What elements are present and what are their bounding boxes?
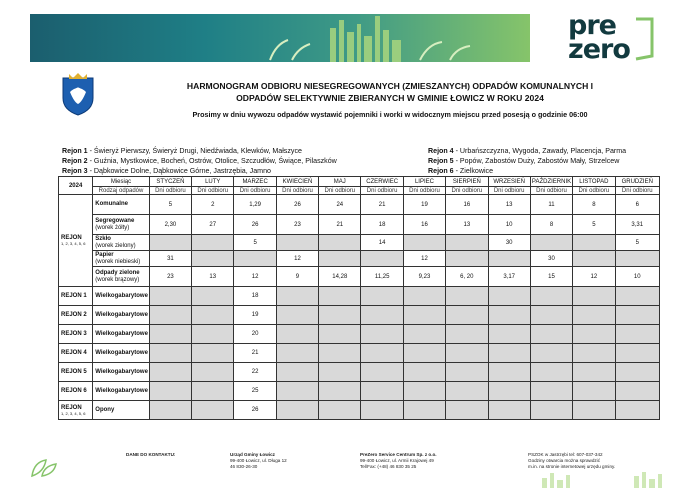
bulky-waste-row [59, 344, 660, 363]
empty-cell [403, 287, 445, 306]
empty-cell [488, 306, 530, 325]
waste-type-cell [93, 251, 149, 267]
title-line-1: HARMONOGRAM ODBIORU NIESEGREGOWANYCH (ZMIESZANYCH) ODPADÓW KOMUNALNYCH I [186, 81, 594, 91]
empty-cell [319, 401, 361, 420]
empty-cell [361, 287, 403, 306]
pickup-day-cell [530, 235, 572, 251]
waste-type-cell [93, 235, 149, 251]
pickup-day-cell: 10 [615, 267, 659, 287]
pickup-day-cell [446, 251, 488, 267]
pickup-day-cell [319, 251, 361, 267]
empty-cell [149, 344, 191, 363]
region-group-label: REJON [61, 404, 82, 411]
footer-pszok: PSZOK w Jastrzębi tel: 607-037-342 Godziny otwarcia można sprawdzić m.in. na stronie internetowej urzędu gminy. [528, 452, 616, 469]
pickup-day-cell: 23 [276, 215, 318, 235]
pickup-day-cell: 10 [488, 215, 530, 235]
pickup-day-cell [319, 235, 361, 251]
year-cell: 2024 [59, 177, 93, 195]
waste-type-bag: (worek brązowy) [95, 276, 140, 283]
day-label-cell: Dni odbioru [319, 187, 361, 195]
pickup-day-cell: 5 [149, 195, 191, 215]
waste-row [59, 195, 660, 215]
pickup-day-cell: 3,17 [488, 267, 530, 287]
waste-type-name: Segregowane [95, 217, 135, 224]
month-cell: WRZESIEŃ [488, 177, 530, 187]
empty-cell [615, 306, 659, 325]
empty-cell [615, 344, 659, 363]
empty-cell [149, 325, 191, 344]
empty-cell [615, 401, 659, 420]
empty-cell [192, 287, 234, 306]
waste-type-name: Szkło [95, 235, 111, 242]
empty-cell [192, 401, 234, 420]
logo-bracket-icon [632, 16, 656, 62]
pickup-day-cell [192, 235, 234, 251]
empty-cell [149, 401, 191, 420]
pickup-day-cell: 21 [319, 215, 361, 235]
title-line-2: ODPADÓW SELEKTYWNIE ZBIERANYCH W GMINIE ŁOWICZ W ROKU 2024 [236, 93, 544, 103]
empty-cell [446, 325, 488, 344]
region-cell: REJON 6 [59, 382, 93, 401]
empty-cell [446, 382, 488, 401]
month-header-cell: Miesiąc [93, 177, 149, 187]
empty-cell [361, 382, 403, 401]
pickup-day-cell [615, 251, 659, 267]
pickup-day-cell: 14 [361, 235, 403, 251]
pickup-day-cell: 16 [446, 195, 488, 215]
pickup-day-cell: 19 [234, 306, 276, 325]
pickup-day-cell [488, 251, 530, 267]
waste-row [59, 251, 660, 267]
pickup-day-cell: 15 [530, 267, 572, 287]
empty-cell [573, 287, 615, 306]
bulky-waste-row [59, 363, 660, 382]
bulky-waste-row [59, 325, 660, 344]
pickup-day-cell: 12 [234, 267, 276, 287]
empty-cell [530, 325, 572, 344]
month-cell: CZERWIEC [361, 177, 403, 187]
empty-cell [530, 401, 572, 420]
month-cell: MARZEC [234, 177, 276, 187]
empty-cell [192, 363, 234, 382]
empty-cell [276, 382, 318, 401]
region-item: Rejon 3 - Dąbkowice Dolne, Dąbkowice Górne, Jastrzębia, Jamno [62, 167, 271, 175]
pickup-day-cell: 30 [488, 235, 530, 251]
waste-type-cell: Wielkogabarytowe [93, 306, 149, 325]
region-item: Rejon 6 - Zielkowice [428, 167, 494, 175]
empty-cell [615, 382, 659, 401]
pickup-day-cell: 18 [234, 287, 276, 306]
empty-cell [403, 363, 445, 382]
leaf-icon [30, 456, 58, 478]
waste-type-bag: (worek zielony) [95, 242, 136, 249]
region-group-label: REJON [61, 235, 82, 241]
month-cell: KWIECIEŃ [276, 177, 318, 187]
empty-cell [446, 344, 488, 363]
logo-word-pre: pre [568, 10, 616, 41]
pickup-day-cell: 2,30 [149, 215, 191, 235]
region-cell: REJON 5 [59, 363, 93, 382]
pickup-day-cell: 31 [149, 251, 191, 267]
pickup-day-cell: 23 [149, 267, 191, 287]
empty-cell [446, 401, 488, 420]
empty-cell [276, 401, 318, 420]
pickup-day-cell: 3,31 [615, 215, 659, 235]
empty-cell [361, 363, 403, 382]
empty-cell [319, 344, 361, 363]
bulky-waste-row [59, 287, 660, 306]
empty-cell [403, 306, 445, 325]
day-label-cell: Dni odbioru [488, 187, 530, 195]
footer-contact-label: DANE DO KONTAKTU: [126, 452, 176, 457]
day-label-cell: Dni odbioru [276, 187, 318, 195]
pickup-day-cell: 21 [361, 195, 403, 215]
schedule-title [100, 80, 680, 104]
waste-type-bag: (worek niebieski) [95, 258, 141, 265]
region-item: Rejon 5 - Popów, Zabostów Duży, Zabostów Mały, Strzelcew [428, 157, 620, 165]
waste-type-name: Papier [95, 251, 114, 258]
pickup-day-cell: 20 [234, 325, 276, 344]
empty-cell [615, 325, 659, 344]
day-label-cell: Dni odbioru [530, 187, 572, 195]
empty-cell [403, 382, 445, 401]
region-item: Rejon 1 - Świeryż Pierwszy, Świeryż Drugi, Niedźwiada, Klewków, Małszyce [62, 147, 302, 155]
empty-cell [573, 325, 615, 344]
pickup-day-cell: 6 [615, 195, 659, 215]
pickup-day-cell: 26 [234, 215, 276, 235]
empty-cell [149, 287, 191, 306]
pickup-day-cell [361, 251, 403, 267]
day-label-cell: Dni odbioru [446, 187, 488, 195]
footer-office: Urząd Gminy Łowicz 99-400 Łowicz, ul. Długa 12 46 830-26-30 [230, 452, 287, 469]
empty-cell [530, 344, 572, 363]
region-item: Rejon 2 - Guźnia, Mystkowice, Bocheń, Ostrów, Otolice, Szczudłów, Świące, Pilaszków [62, 157, 337, 165]
empty-cell [319, 325, 361, 344]
pickup-day-cell: 2 [192, 195, 234, 215]
month-cell: STYCZEŃ [149, 177, 191, 187]
empty-cell [488, 287, 530, 306]
day-label-cell: Dni odbioru [149, 187, 191, 195]
waste-type-cell [93, 195, 149, 215]
empty-cell [149, 306, 191, 325]
month-cell: SIERPIEŃ [446, 177, 488, 187]
footer-company: PreZero Service Centrum Sp. z o.o. 99-400 Łowicz, ul. Armii Krajowej 49 Tel/Fax: (+48) 46 830 35 25 [360, 452, 437, 469]
empty-cell [488, 325, 530, 344]
empty-cell [149, 363, 191, 382]
month-cell: LISTOPAD [573, 177, 615, 187]
pickup-day-cell: 26 [234, 401, 276, 420]
region-cell: REJON 4 [59, 344, 93, 363]
empty-cell [192, 306, 234, 325]
month-cell: LUTY [192, 177, 234, 187]
empty-cell [488, 363, 530, 382]
empty-cell [192, 344, 234, 363]
pickup-day-cell: 13 [446, 215, 488, 235]
waste-type-cell [93, 215, 149, 235]
empty-cell [488, 344, 530, 363]
region-group-cell [59, 195, 93, 287]
schedule-table [58, 176, 660, 420]
waste-type-cell: Wielkogabarytowe [93, 287, 149, 306]
pickup-day-cell [276, 235, 318, 251]
waste-row [59, 235, 660, 251]
region-group-numbers: 1, 2, 3, 4, 5, 6 [61, 241, 86, 246]
region-cell: REJON 2 [59, 306, 93, 325]
waste-row [59, 215, 660, 235]
empty-cell [530, 363, 572, 382]
pickup-day-cell: 16 [403, 215, 445, 235]
pickup-day-cell: 5 [615, 235, 659, 251]
region-cell: REJON 3 [59, 325, 93, 344]
pickup-day-cell [192, 251, 234, 267]
empty-cell [192, 325, 234, 344]
empty-cell [615, 363, 659, 382]
pickup-day-cell: 24 [319, 195, 361, 215]
empty-cell [573, 344, 615, 363]
region-group-cell [59, 401, 93, 420]
pickup-day-cell [403, 235, 445, 251]
pickup-day-cell: 25 [234, 382, 276, 401]
empty-cell [319, 306, 361, 325]
empty-cell [319, 363, 361, 382]
empty-cell [446, 363, 488, 382]
empty-cell [276, 306, 318, 325]
pickup-day-cell [149, 235, 191, 251]
pickup-day-cell: 21 [234, 344, 276, 363]
empty-cell [361, 344, 403, 363]
waste-type-name: Komunalne [95, 201, 128, 207]
header-row-labels [59, 187, 660, 195]
month-cell: GRUDZIEŃ [615, 177, 659, 187]
month-cell: LIPIEC [403, 177, 445, 187]
empty-cell [530, 287, 572, 306]
day-label-cell: Dni odbioru [234, 187, 276, 195]
empty-cell [446, 287, 488, 306]
bulky-waste-row [59, 306, 660, 325]
city-skyline-graphic [30, 14, 530, 62]
prezero-logo [562, 12, 658, 66]
empty-cell [276, 287, 318, 306]
empty-cell [276, 363, 318, 382]
empty-cell [276, 325, 318, 344]
region-item: Rejon 4 - Urbańszczyzna, Wygoda, Zawady, Placencja, Parma [428, 147, 627, 155]
empty-cell [361, 401, 403, 420]
empty-cell [530, 306, 572, 325]
month-cell: MAJ [319, 177, 361, 187]
header-row-months [59, 177, 660, 187]
empty-cell [149, 382, 191, 401]
pickup-day-cell: 26 [276, 195, 318, 215]
day-label-cell: Dni odbioru [361, 187, 403, 195]
empty-cell [403, 401, 445, 420]
region-list-left [62, 146, 337, 176]
pickup-day-cell: 11,25 [361, 267, 403, 287]
waste-type-cell: Wielkogabarytowe [93, 325, 149, 344]
empty-cell [530, 382, 572, 401]
pickup-day-cell: 12 [276, 251, 318, 267]
empty-cell [361, 306, 403, 325]
pickup-day-cell: 27 [192, 215, 234, 235]
empty-cell [403, 325, 445, 344]
pickup-day-cell: 5 [234, 235, 276, 251]
empty-cell [192, 382, 234, 401]
footer-skyline-graphic [538, 470, 678, 488]
region-cell: REJON 1 [59, 287, 93, 306]
pickup-day-cell [446, 235, 488, 251]
coat-of-arms-icon [60, 70, 96, 116]
pickup-day-cell: 13 [488, 195, 530, 215]
region-group-numbers: 1, 2, 3, 4, 5, 6 [61, 410, 86, 416]
empty-cell [488, 401, 530, 420]
empty-cell [319, 382, 361, 401]
month-cell: PAŹDZIERNIK [531, 178, 572, 185]
waste-type-cell [93, 267, 149, 287]
bulky-waste-row [59, 382, 660, 401]
pickup-day-cell [573, 251, 615, 267]
waste-type-cell: Wielkogabarytowe [93, 363, 149, 382]
waste-type-cell: Wielkogabarytowe [93, 382, 149, 401]
empty-cell [615, 287, 659, 306]
pickup-day-cell: 8 [530, 215, 572, 235]
schedule-subtitle: Prosimy w dniu wywozu odpadów wystawić pojemniki i worki w widocznym miejscu przed posesją o godzinie 06:00 [192, 110, 588, 119]
pickup-day-cell: 12 [403, 251, 445, 267]
pickup-day-cell: 8 [573, 195, 615, 215]
pickup-day-cell: 13 [192, 267, 234, 287]
pickup-day-cell: 30 [530, 251, 572, 267]
pickup-day-cell: 22 [234, 363, 276, 382]
region-list-right [428, 146, 626, 176]
empty-cell [488, 382, 530, 401]
day-label-cell: Dni odbioru [573, 187, 615, 195]
pickup-day-cell: 18 [361, 215, 403, 235]
header-banner [30, 14, 530, 62]
pickup-day-cell: 6, 20 [446, 267, 488, 287]
empty-cell [319, 287, 361, 306]
pickup-day-cell [234, 251, 276, 267]
logo-word-zero: zero [568, 34, 630, 65]
pickup-day-cell: 9,23 [403, 267, 445, 287]
empty-cell [361, 325, 403, 344]
waste-type-header: Rodzaj odpadów [93, 187, 149, 195]
pickup-day-cell: 5 [573, 215, 615, 235]
waste-row [59, 267, 660, 287]
empty-cell [403, 344, 445, 363]
pickup-day-cell [573, 235, 615, 251]
pickup-day-cell: 14,28 [319, 267, 361, 287]
waste-type-bag: (worek żółty) [95, 224, 130, 231]
pickup-day-cell: 19 [403, 195, 445, 215]
waste-type-cell: Opony [93, 401, 149, 420]
pickup-day-cell: 1,29 [234, 195, 276, 215]
day-label-cell: Dni odbioru [403, 187, 445, 195]
waste-type-name: Odpady zielone [95, 269, 140, 276]
empty-cell [276, 344, 318, 363]
empty-cell [573, 382, 615, 401]
empty-cell [446, 306, 488, 325]
empty-cell [573, 306, 615, 325]
waste-type-cell: Wielkogabarytowe [93, 344, 149, 363]
day-label-cell: Dni odbioru [192, 187, 234, 195]
pickup-day-cell: 9 [276, 267, 318, 287]
pickup-day-cell: 11 [530, 195, 572, 215]
day-label-cell: Dni odbioru [615, 187, 659, 195]
tires-row [59, 401, 660, 420]
empty-cell [573, 363, 615, 382]
empty-cell [573, 401, 615, 420]
pickup-day-cell: 12 [573, 267, 615, 287]
